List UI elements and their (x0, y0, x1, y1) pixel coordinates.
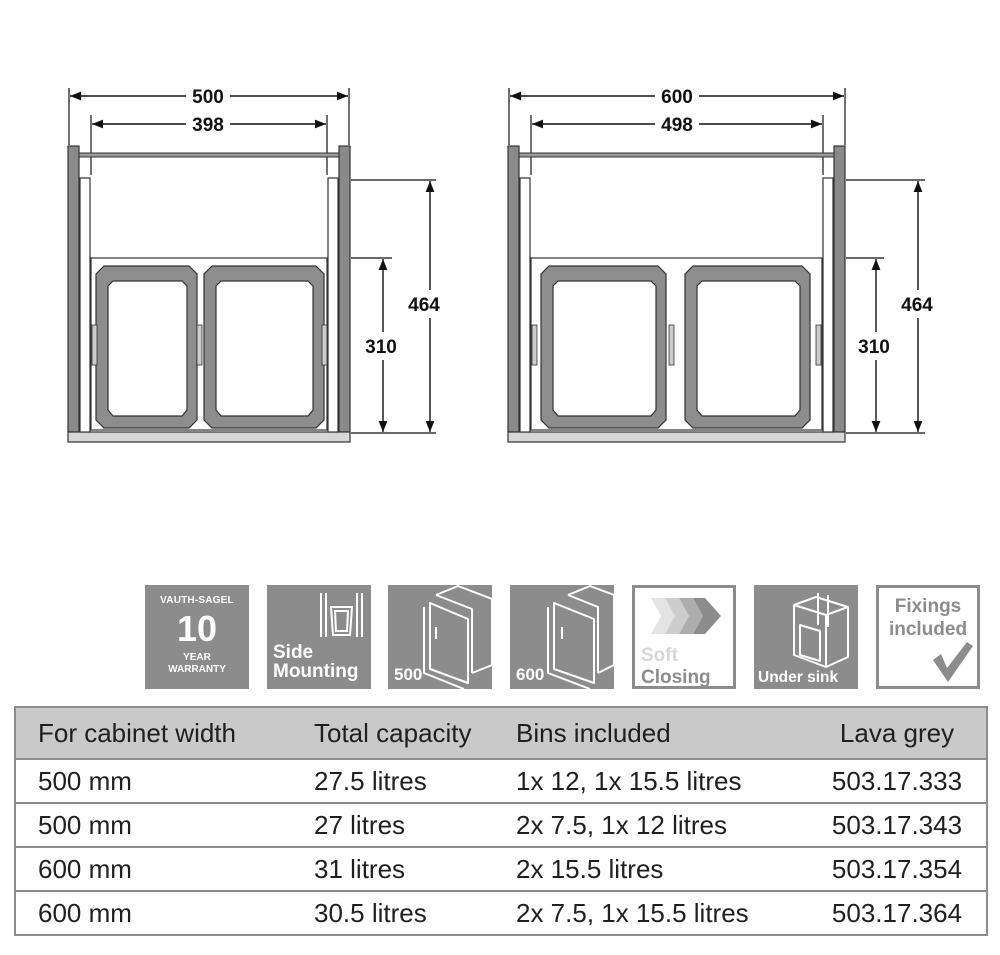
cell-bins-included: 2x 7.5, 1x 15.5 litres (494, 891, 808, 935)
fixings-badge (876, 585, 980, 689)
dim-outer-width: 500 (192, 87, 224, 108)
cell-total-capacity: 27 litres (292, 803, 494, 847)
cabinet-500-label: 500 (394, 665, 423, 684)
side-mounting-line2: Mounting (273, 661, 359, 682)
cell-article-number: 503.17.333 (808, 759, 987, 803)
cabinet-500-badge (388, 585, 492, 689)
cabinet-600 (508, 146, 845, 442)
cell-bins-included: 2x 7.5, 1x 12 litres (494, 803, 808, 847)
header-lava-grey: Lava grey (808, 707, 987, 759)
table-row (15, 803, 987, 847)
under-sink-badge (754, 585, 858, 689)
warranty-line2: WARRANTY (168, 663, 226, 675)
dim-total-height: 464 (901, 295, 933, 316)
dim-bin-height: 310 (365, 337, 397, 358)
dim-bin-height: 310 (858, 337, 890, 358)
table-row (15, 891, 987, 935)
cell-bins-included: 1x 12, 1x 15.5 litres (494, 759, 808, 803)
side-mounting-badge (267, 585, 371, 689)
fixings-line2: included (888, 618, 968, 640)
side-mounting-line1: Side (273, 642, 314, 663)
warranty-brand: VAUTH-SAGEL (160, 595, 234, 606)
feature-badges (0, 585, 1000, 693)
cell-bins-included: 2x 15.5 litres (494, 847, 808, 891)
soft-closing-line1: Soft (641, 645, 678, 666)
cabinet-500 (68, 146, 350, 442)
cabinet-600-badge (510, 585, 614, 689)
drawing-500 (68, 87, 440, 442)
cell-cabinet-width: 500 mm (15, 759, 292, 803)
dim-outer-width: 600 (661, 87, 693, 108)
cell-cabinet-width: 600 mm (15, 891, 292, 935)
cell-total-capacity: 27.5 litres (292, 759, 494, 803)
table-row (15, 847, 987, 891)
warranty-years: 10 (176, 608, 218, 649)
warranty-badge (145, 585, 249, 689)
technical-drawings (0, 0, 1000, 470)
checkmark-icon (879, 588, 977, 686)
side-mounting-label (273, 643, 358, 681)
dim-total-height: 464 (408, 295, 440, 316)
cabinet-600-label: 600 (516, 665, 545, 684)
cell-cabinet-width: 600 mm (15, 847, 292, 891)
dim-inner-width: 398 (192, 115, 224, 136)
fixings-line1: Fixings (894, 596, 962, 617)
soft-closing-line2: Closing (641, 667, 711, 688)
table-header-row (15, 707, 987, 759)
cell-article-number: 503.17.364 (808, 891, 987, 935)
cell-article-number: 503.17.354 (808, 847, 987, 891)
under-sink-label: Under sink (758, 668, 839, 686)
product-table (14, 706, 988, 936)
cell-total-capacity: 30.5 litres (292, 891, 494, 935)
header-total-capacity: Total capacity (292, 707, 494, 759)
cell-article-number: 503.17.343 (808, 803, 987, 847)
soft-closing-badge (632, 585, 736, 689)
cell-total-capacity: 31 litres (292, 847, 494, 891)
table-row (15, 759, 987, 803)
dim-inner-width: 498 (661, 115, 693, 136)
drawing-600 (508, 87, 933, 442)
warranty-line1: YEAR (183, 652, 211, 663)
header-bins-included: Bins included (494, 707, 808, 759)
cell-cabinet-width: 500 mm (15, 803, 292, 847)
header-cabinet-width: For cabinet width (15, 707, 292, 759)
warranty-text (145, 652, 249, 675)
